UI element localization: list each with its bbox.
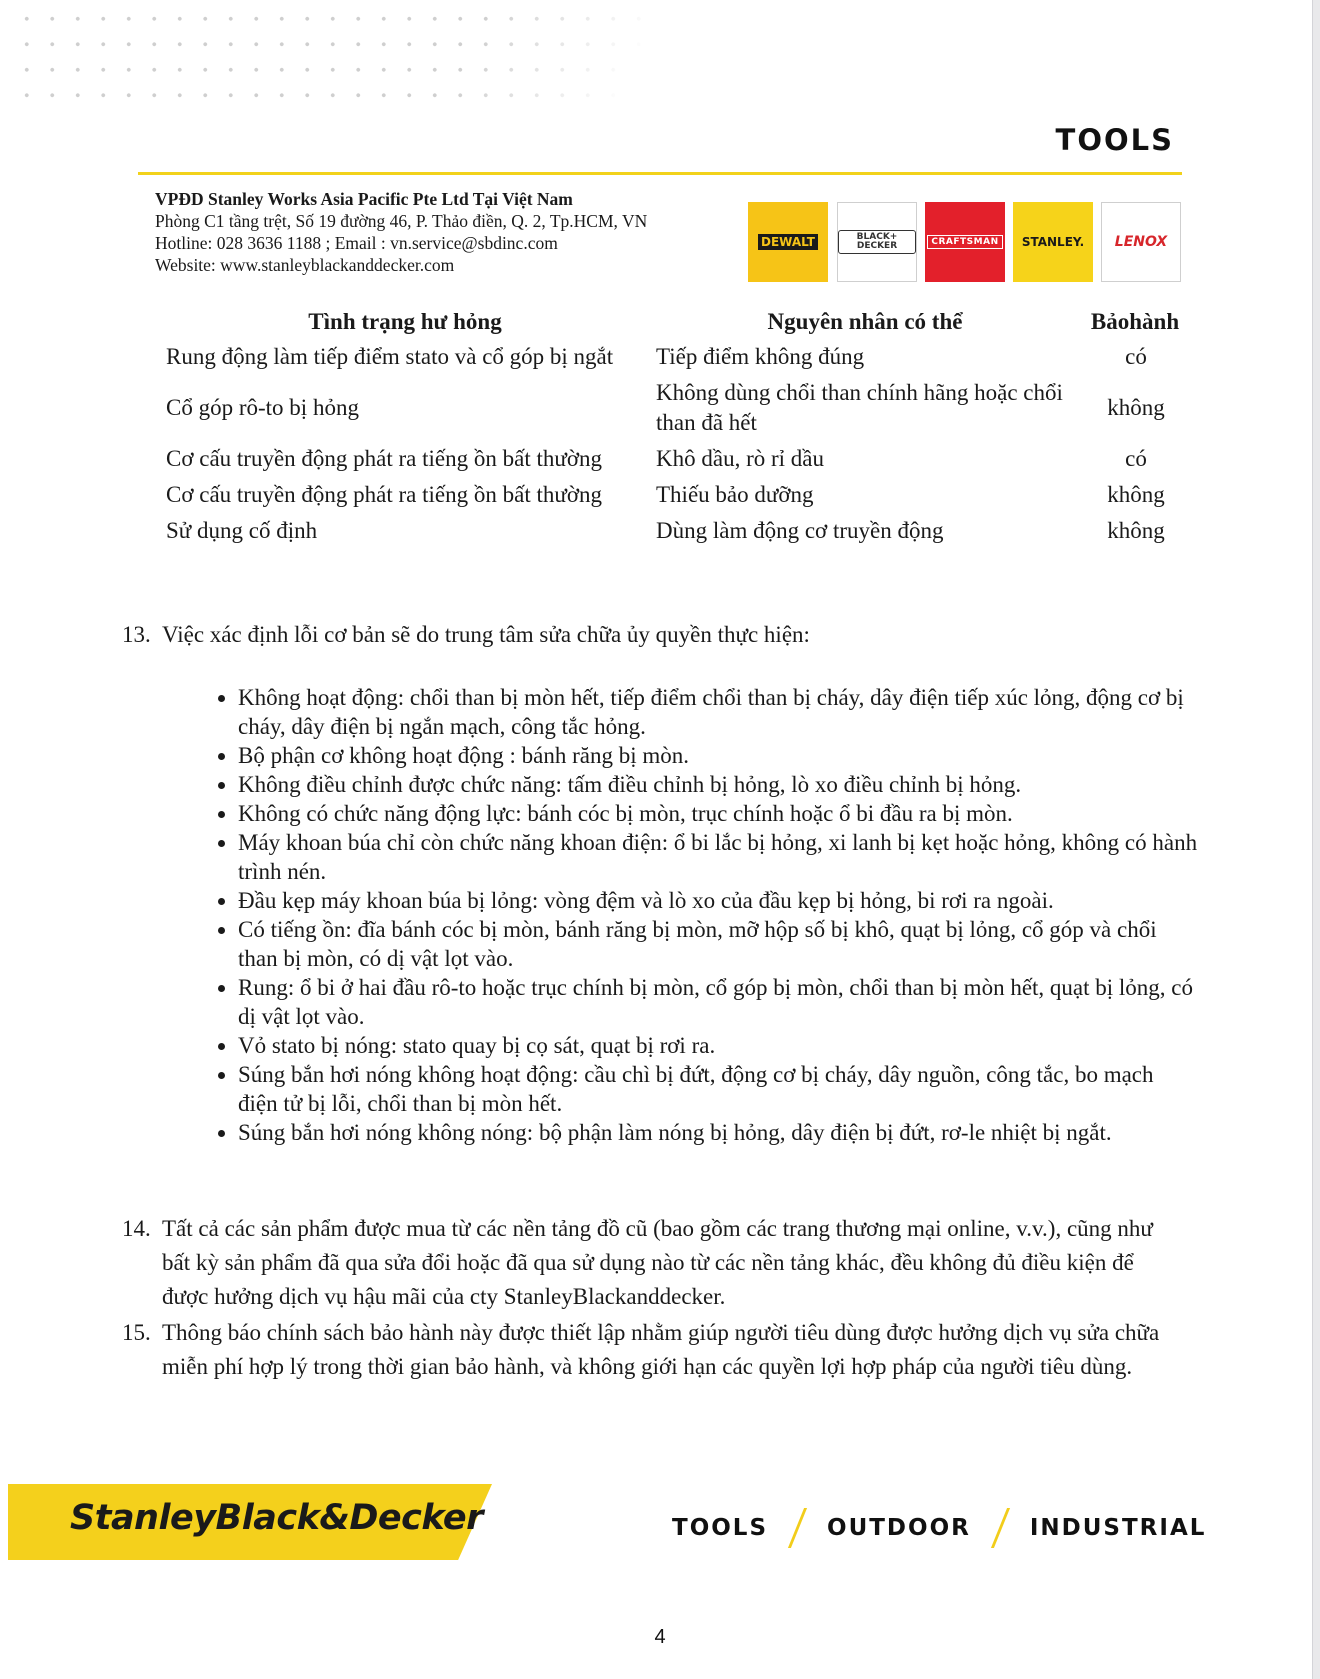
company-contact: Hotline: 028 3636 1188 ; Email : vn.service@sbdinc.com	[155, 233, 558, 253]
list-item: • Súng bắn hơi nóng không nóng: bộ phận làm nóng bị hỏng, dây điện bị đứt, rơ-le nhiệt bị ngắt.	[238, 1118, 1198, 1147]
section-number: 15.	[122, 1320, 151, 1345]
company-info	[155, 188, 647, 276]
slash-divider	[991, 1508, 1010, 1548]
lenox-logo: LENOX	[1101, 202, 1181, 282]
list-item: • Bộ phận cơ không hoạt động : bánh răng bị mòn.	[238, 741, 1198, 770]
slash-divider	[788, 1508, 807, 1548]
header-tools-label: TOOLS	[1055, 123, 1174, 157]
table-row	[160, 339, 1190, 375]
dewalt-logo: DEWALT	[748, 202, 828, 282]
cause-cell: Dùng làm động cơ truyền động	[656, 518, 944, 543]
list-item: • Đầu kẹp máy khoan búa bị lỏng: vòng đệm và lò xo của đầu kẹp bị hỏng, bi rơi ra ngoài.	[238, 886, 1198, 915]
warranty-cell: không	[1107, 518, 1165, 543]
list-item: • Có tiếng ồn: đĩa bánh cóc bị mòn, bánh răng bị mòn, mỡ hộp số bị khô, quạt bị lỏng, cổ góp và chổi than bị mòn, có dị vật lọt vào.	[238, 915, 1198, 973]
cause-cell: Không dùng chổi than chính hãng hoặc chổi than đã hết	[656, 380, 1063, 435]
column-header-condition: Tình trạng hư hỏng	[308, 309, 502, 334]
company-website: Website: www.stanleyblackanddecker.com	[155, 255, 455, 275]
condition-cell: Rung động làm tiếp điểm stato và cổ góp bị ngắt	[166, 344, 614, 369]
list-item: • Không hoạt động: chổi than bị mòn hết, tiếp điểm chổi than bị cháy, dây điện tiếp xúc lỏng, động cơ bị cháy, dây điện bị ngắn mạch, công tắc hỏng.	[238, 683, 1198, 741]
warranty-cell: không	[1107, 395, 1165, 420]
list-item: • Vỏ stato bị nóng: stato quay bị cọ sát, quạt bị rơi ra.	[238, 1031, 1198, 1060]
section-text: Việc xác định lỗi cơ bản sẽ do trung tâm sửa chữa ủy quyền thực hiện:	[162, 622, 810, 647]
fault-cause-list	[200, 683, 1198, 1147]
warranty-cell: có	[1125, 446, 1147, 471]
section-text: Tất cả các sản phẩm được mua từ các nền tảng đồ cũ (bao gồm các trang thương mại online, v.v.), cũng như bất kỳ sản phẩm đã qua sửa đổi hoặc đã qua sử dụng nào từ các nền tảng khác, đều không đủ điều kiện để được hưởng dịch vụ hậu mãi của cty StanleyBlackanddecker.	[162, 1216, 1153, 1309]
craftsman-logo: CRAFTSMAN	[925, 202, 1005, 282]
column-header-warranty: Bảohành	[1090, 309, 1180, 334]
column-header-cause: Nguyên nhân có thể	[767, 309, 963, 334]
footer-division-nav	[672, 1508, 1206, 1548]
cause-cell: Thiếu bảo dưỡng	[656, 482, 814, 507]
table-row	[160, 441, 1190, 477]
company-address: Phòng C1 tầng trệt, Số 19 đường 46, P. Thảo điền, Q. 2, Tp.HCM, VN	[155, 211, 648, 231]
table-row	[160, 477, 1190, 513]
condition-cell: Cơ cấu truyền động phát ra tiếng ồn bất thường	[166, 482, 603, 507]
condition-cell: Sử dụng cố định	[166, 518, 318, 543]
condition-cell: Cơ cấu truyền động phát ra tiếng ồn bất thường	[166, 446, 603, 471]
footer-outdoor-label: OUTDOOR	[827, 1515, 971, 1541]
section-number: 13.	[122, 622, 151, 647]
table-row	[160, 375, 1190, 441]
table-header-row	[160, 307, 1190, 339]
list-item: • Không có chức năng động lực: bánh cóc bị mòn, trục chính hoặc ổ bi đầu ra bị mòn.	[238, 799, 1198, 828]
footer-tools-label: TOOLS	[672, 1515, 769, 1541]
list-item: • Máy khoan búa chỉ còn chức năng khoan điện: ổ bi lắc bị hỏng, xi lanh bị kẹt hoặc hỏng, không có hành trình nén.	[238, 828, 1198, 886]
section-number: 14.	[122, 1216, 151, 1241]
footer-industrial-label: INDUSTRIAL	[1029, 1515, 1207, 1541]
stanley-logo: STANLEY.	[1013, 202, 1093, 282]
section-13	[122, 618, 1182, 652]
header-divider	[138, 172, 1182, 175]
warranty-defects-table	[160, 307, 1190, 549]
cause-cell: Khô dầu, rò rỉ dầu	[656, 446, 824, 471]
company-name: VPĐD Stanley Works Asia Pacific Pte Ltd Tại Việt Nam	[155, 189, 573, 209]
cause-cell: Tiếp điểm không đúng	[656, 344, 865, 369]
page-number: 4	[654, 1626, 666, 1648]
black-decker-logo: BLACK+ DECKER	[837, 202, 917, 282]
section-14	[122, 1212, 1182, 1314]
table-row	[160, 513, 1190, 549]
stanley-black-decker-logo: StanleyBlack&Decker	[70, 1498, 483, 1538]
warranty-cell: có	[1125, 344, 1147, 369]
list-item: • Súng bắn hơi nóng không hoạt động: cầu chì bị đứt, động cơ bị cháy, dây nguồn, công tắc, bo mạch điện tử bị lỗi, chổi than bị mòn hết.	[238, 1060, 1198, 1118]
list-item: • Rung: ổ bi ở hai đầu rô-to hoặc trục chính bị mòn, cổ góp bị mòn, chổi than bị mòn hết, quạt bị lỏng, có dị vật lọt vào.	[238, 973, 1198, 1031]
section-text: Thông báo chính sách bảo hành này được thiết lập nhằm giúp người tiêu dùng được hưởng dịch vụ sửa chữa miễn phí hợp lý trong thời gian bảo hành, và không giới hạn các quyền lợi hợp pháp của người tiêu dùng.	[162, 1320, 1160, 1379]
condition-cell: Cổ góp rô-to bị hỏng	[166, 395, 359, 420]
section-15	[122, 1316, 1182, 1384]
warranty-cell: không	[1107, 482, 1165, 507]
dot-pattern-decoration	[14, 6, 834, 116]
list-item: • Không điều chỉnh được chức năng: tấm điều chỉnh bị hỏng, lò xo điều chỉnh bị hỏng.	[238, 770, 1198, 799]
